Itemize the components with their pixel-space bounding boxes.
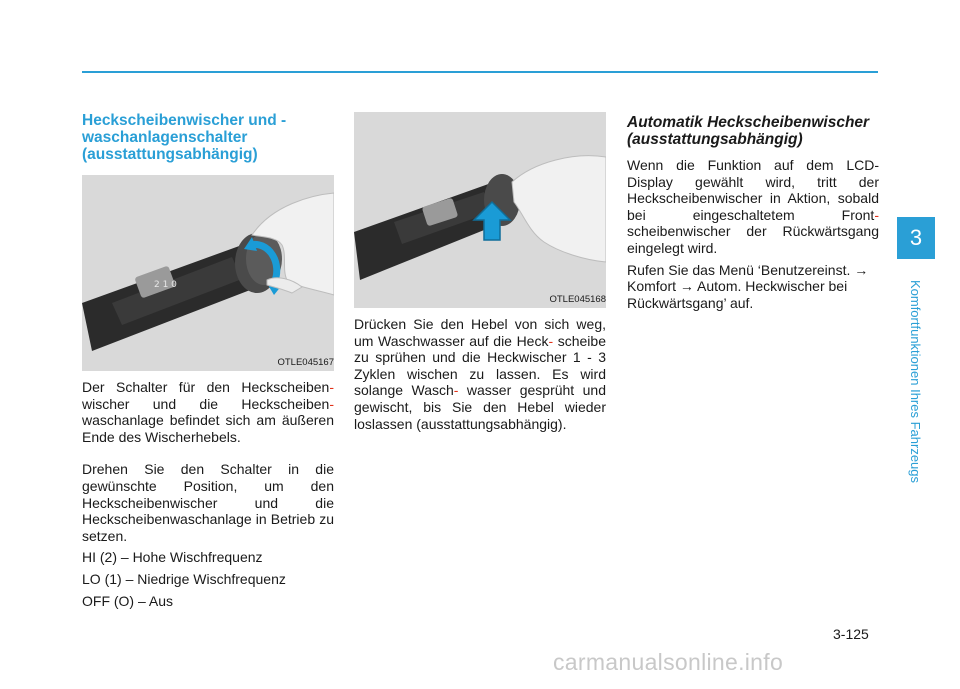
section-heading-rear-wiper: Heckscheibenwischer und - waschanlagenschalter (ausstattungsabhängig): [82, 112, 287, 163]
figure-code: OTLE045167: [277, 357, 334, 368]
svg-text:2 1 0: 2 1 0: [154, 280, 177, 290]
chapter-number-tab: 3: [897, 217, 935, 259]
wiper-rotate-illustration: [82, 175, 334, 371]
figure-wiper-rotate: [82, 175, 334, 371]
paragraph-auto-function: Wenn die Funktion auf dem LCD-Display gewählt wird, tritt der Heckscheibenwischer in Aktion, sobald bei eingeschaltetem Front- scheibenwischer der Rückwärtsgang eingelegt wird.: [627, 157, 879, 256]
arrow-icon: →: [679, 278, 694, 295]
watermark: carmanualsonline.info: [553, 649, 784, 675]
page-number: 3-125: [833, 626, 869, 642]
paragraph-intro: Der Schalter für den Heckscheiben- wischer und die Heckscheiben- waschanlage befindet sich am äußeren Ende des Wischerhebels.: [82, 379, 334, 445]
mode-lo: LO (1) – Niedrige Wischfrequenz: [82, 570, 286, 587]
column-right: [627, 114, 879, 311]
paragraph-washer: Drücken Sie den Hebel von sich weg, um Waschwasser auf die Heck- scheibe zu sprühen und die Heckwischer 1 - 3 Zyklen wischen zu lassen. Es wird solange Wasch- wasser gesprüht und gewischt, bis Sie den Hebel wieder loslassen (ausstattungsabhängig).: [354, 316, 607, 432]
figure-code: OTLE045168: [549, 294, 606, 305]
chapter-title-vertical: Komfortfunktionen Ihres Fahrzeugs: [908, 279, 924, 483]
section-heading-auto-rear-wiper: Automatik Heckscheibenwischer (ausstattungsabhängig): [627, 114, 870, 148]
wiper-push-illustration: [354, 112, 606, 308]
column-left: [82, 112, 334, 609]
mode-hi: HI (2) – Hohe Wischfrequenz: [82, 549, 263, 566]
figure-wiper-push: [354, 112, 606, 308]
column-middle: [354, 112, 606, 432]
mode-off: OFF (O) – Aus: [82, 592, 174, 609]
arrow-icon: →: [854, 261, 869, 278]
paragraph-instructions: Drehen Sie den Schalter in die gewünschte Position, um den Heckscheibenwischer und die Heckscheibenwaschanlage in Betrieb zu setzen.: [82, 461, 334, 544]
paragraph-menu-path: Rufen Sie das Menü ‘Benutzereinst. → Komfort → Autom. Heckwischer bei Rückwärtsgang’ auf.: [627, 261, 869, 311]
header-rule: [82, 71, 878, 73]
